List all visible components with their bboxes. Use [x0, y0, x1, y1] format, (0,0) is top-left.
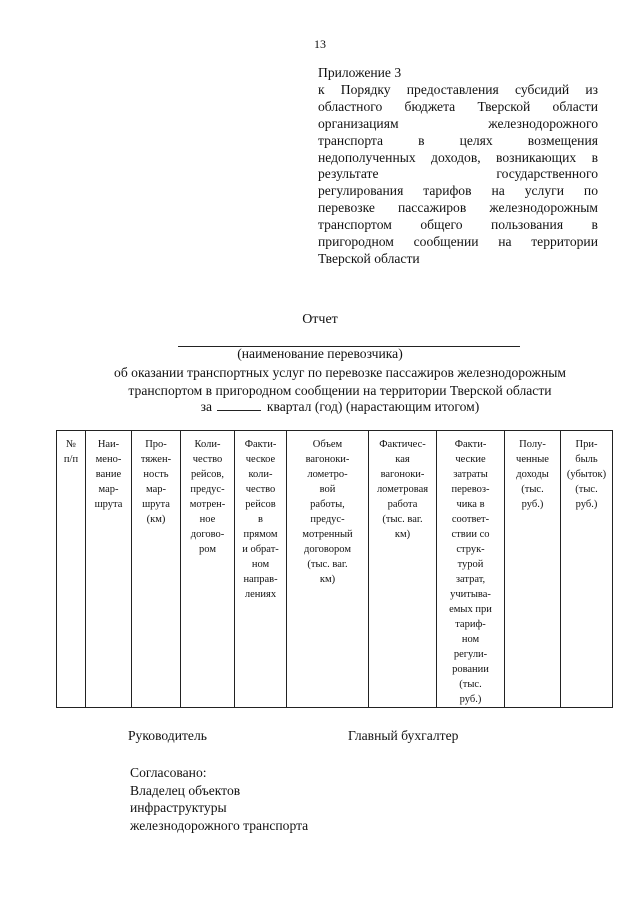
appendix-word: Порядку — [340, 81, 391, 97]
col-header-actual-car-km: Фактичес- кая вагоноки- лометровая работа (тыс. ваг. км) — [369, 431, 437, 708]
signature-chief-accountant: Главный бухгалтер — [348, 728, 459, 743]
appendix-word: организациям — [318, 115, 399, 131]
appendix-word: пользования — [491, 217, 564, 233]
period-prefix: за — [200, 399, 213, 414]
col-header-actual-trips: Факти- ческое коли- чество рейсов в прямом и обрат- ном направ- лениях — [235, 431, 287, 708]
appendix-line — [318, 133, 598, 150]
appendix-line — [318, 99, 598, 116]
agreed-line: железнодорожного транспорта — [130, 817, 309, 833]
table-header-row — [57, 431, 613, 708]
appendix-word: в — [591, 217, 598, 233]
agreed-line: Согласовано: — [130, 765, 207, 780]
signature-head: Руководитель — [128, 728, 207, 743]
appendix-word: результате — [318, 166, 379, 182]
appendix-word: транспорта — [318, 132, 384, 148]
page-number: 13 — [314, 37, 326, 51]
carrier-name-caption: (наименование перевозчика) — [237, 346, 403, 361]
report-period — [60, 399, 620, 415]
appendix-word: предоставления — [406, 81, 499, 97]
appendix-line — [318, 82, 598, 99]
appendix-word: территории — [531, 234, 598, 250]
col-header-number: № п/п — [57, 431, 86, 708]
appendix-line — [318, 183, 598, 200]
appendix-word: железнодорожного — [488, 115, 598, 131]
appendix-word: сообщении — [413, 234, 479, 250]
col-header-actual-costs: Факти- ческие затраты перевоз- чика в соответ- ствии со струк- турой затрат, учитыва- емых при тариф- ном регули- ровании (тыс. руб.) — [437, 431, 505, 708]
report-title: Отчет — [302, 312, 338, 327]
report-subtitle — [60, 364, 620, 399]
appendix-word: субсидий — [514, 81, 570, 97]
appendix-word: в — [591, 149, 598, 165]
report-subtitle-line: транспортом в пригородном сообщении на территории Тверской области — [128, 382, 552, 398]
appendix-line — [318, 166, 598, 183]
appendix-word: тарифов — [423, 183, 472, 199]
report-table — [56, 430, 613, 708]
col-header-planned-car-km: Объем вагоноки- лометро- вой работы, предус- мотренный договором (тыс. ваг. км) — [287, 431, 369, 708]
appendix-word: пассажиров — [398, 200, 467, 216]
appendix-word: железнодорожным — [489, 200, 598, 216]
appendix-word: Тверской — [477, 98, 531, 114]
appendix-word: возмещения — [527, 132, 598, 148]
appendix-word: из — [585, 81, 598, 97]
appendix-word: транспортом — [318, 217, 392, 233]
appendix-word: доходов, — [431, 149, 481, 165]
appendix-word: общего — [420, 217, 463, 233]
appendix-word: на — [491, 183, 505, 199]
appendix-word: бюджета — [404, 98, 456, 114]
appendix-word: на — [498, 234, 512, 250]
appendix-word: возникающих — [496, 149, 577, 165]
appendix-word: пригородном — [318, 234, 394, 250]
appendix-word: по — [583, 183, 598, 199]
appendix-word: перевозке — [318, 200, 375, 216]
appendix-word: целях — [459, 132, 493, 148]
appendix-header — [318, 65, 598, 268]
col-header-income: Полу- ченные доходы (тыс. руб.) — [505, 431, 561, 708]
period-blank — [217, 410, 261, 411]
appendix-line — [318, 217, 598, 234]
appendix-word: государственного — [496, 166, 598, 182]
appendix-word: недополученных — [318, 149, 416, 165]
appendix-line — [318, 150, 598, 167]
report-subtitle-line: об оказании транспортных услуг по перевозке пассажиров железнодорожным — [114, 365, 566, 380]
col-header-route-name: Наи- мено- вание мар- шрута — [86, 431, 132, 708]
period-suffix: квартал (год) (нарастающим итогом) — [266, 399, 480, 414]
col-header-planned-trips: Коли- чество рейсов, предус- мотрен- ное догово- ром — [181, 431, 235, 708]
appendix-line — [318, 116, 598, 133]
appendix-word: регулирования — [318, 183, 404, 199]
appendix-word: услуги — [524, 183, 564, 199]
appendix-word: к — [318, 81, 325, 97]
agreed-line: инфраструктуры — [130, 800, 227, 815]
appendix-line: Тверской области — [318, 250, 420, 266]
col-header-profit-loss: При- быль (убыток) (тыс. руб.) — [561, 431, 613, 708]
appendix-line — [318, 234, 598, 251]
appendix-word: областного — [318, 98, 383, 114]
appendix-line — [318, 200, 598, 217]
col-header-route-length: Про- тяжен- ность мар- шрута (км) — [132, 431, 181, 708]
agreed-block — [130, 764, 308, 834]
appendix-word: области — [552, 98, 598, 114]
agreed-line: Владелец объектов — [130, 782, 241, 798]
appendix-word: в — [418, 132, 425, 148]
appendix-line: Приложение 3 — [318, 65, 402, 80]
